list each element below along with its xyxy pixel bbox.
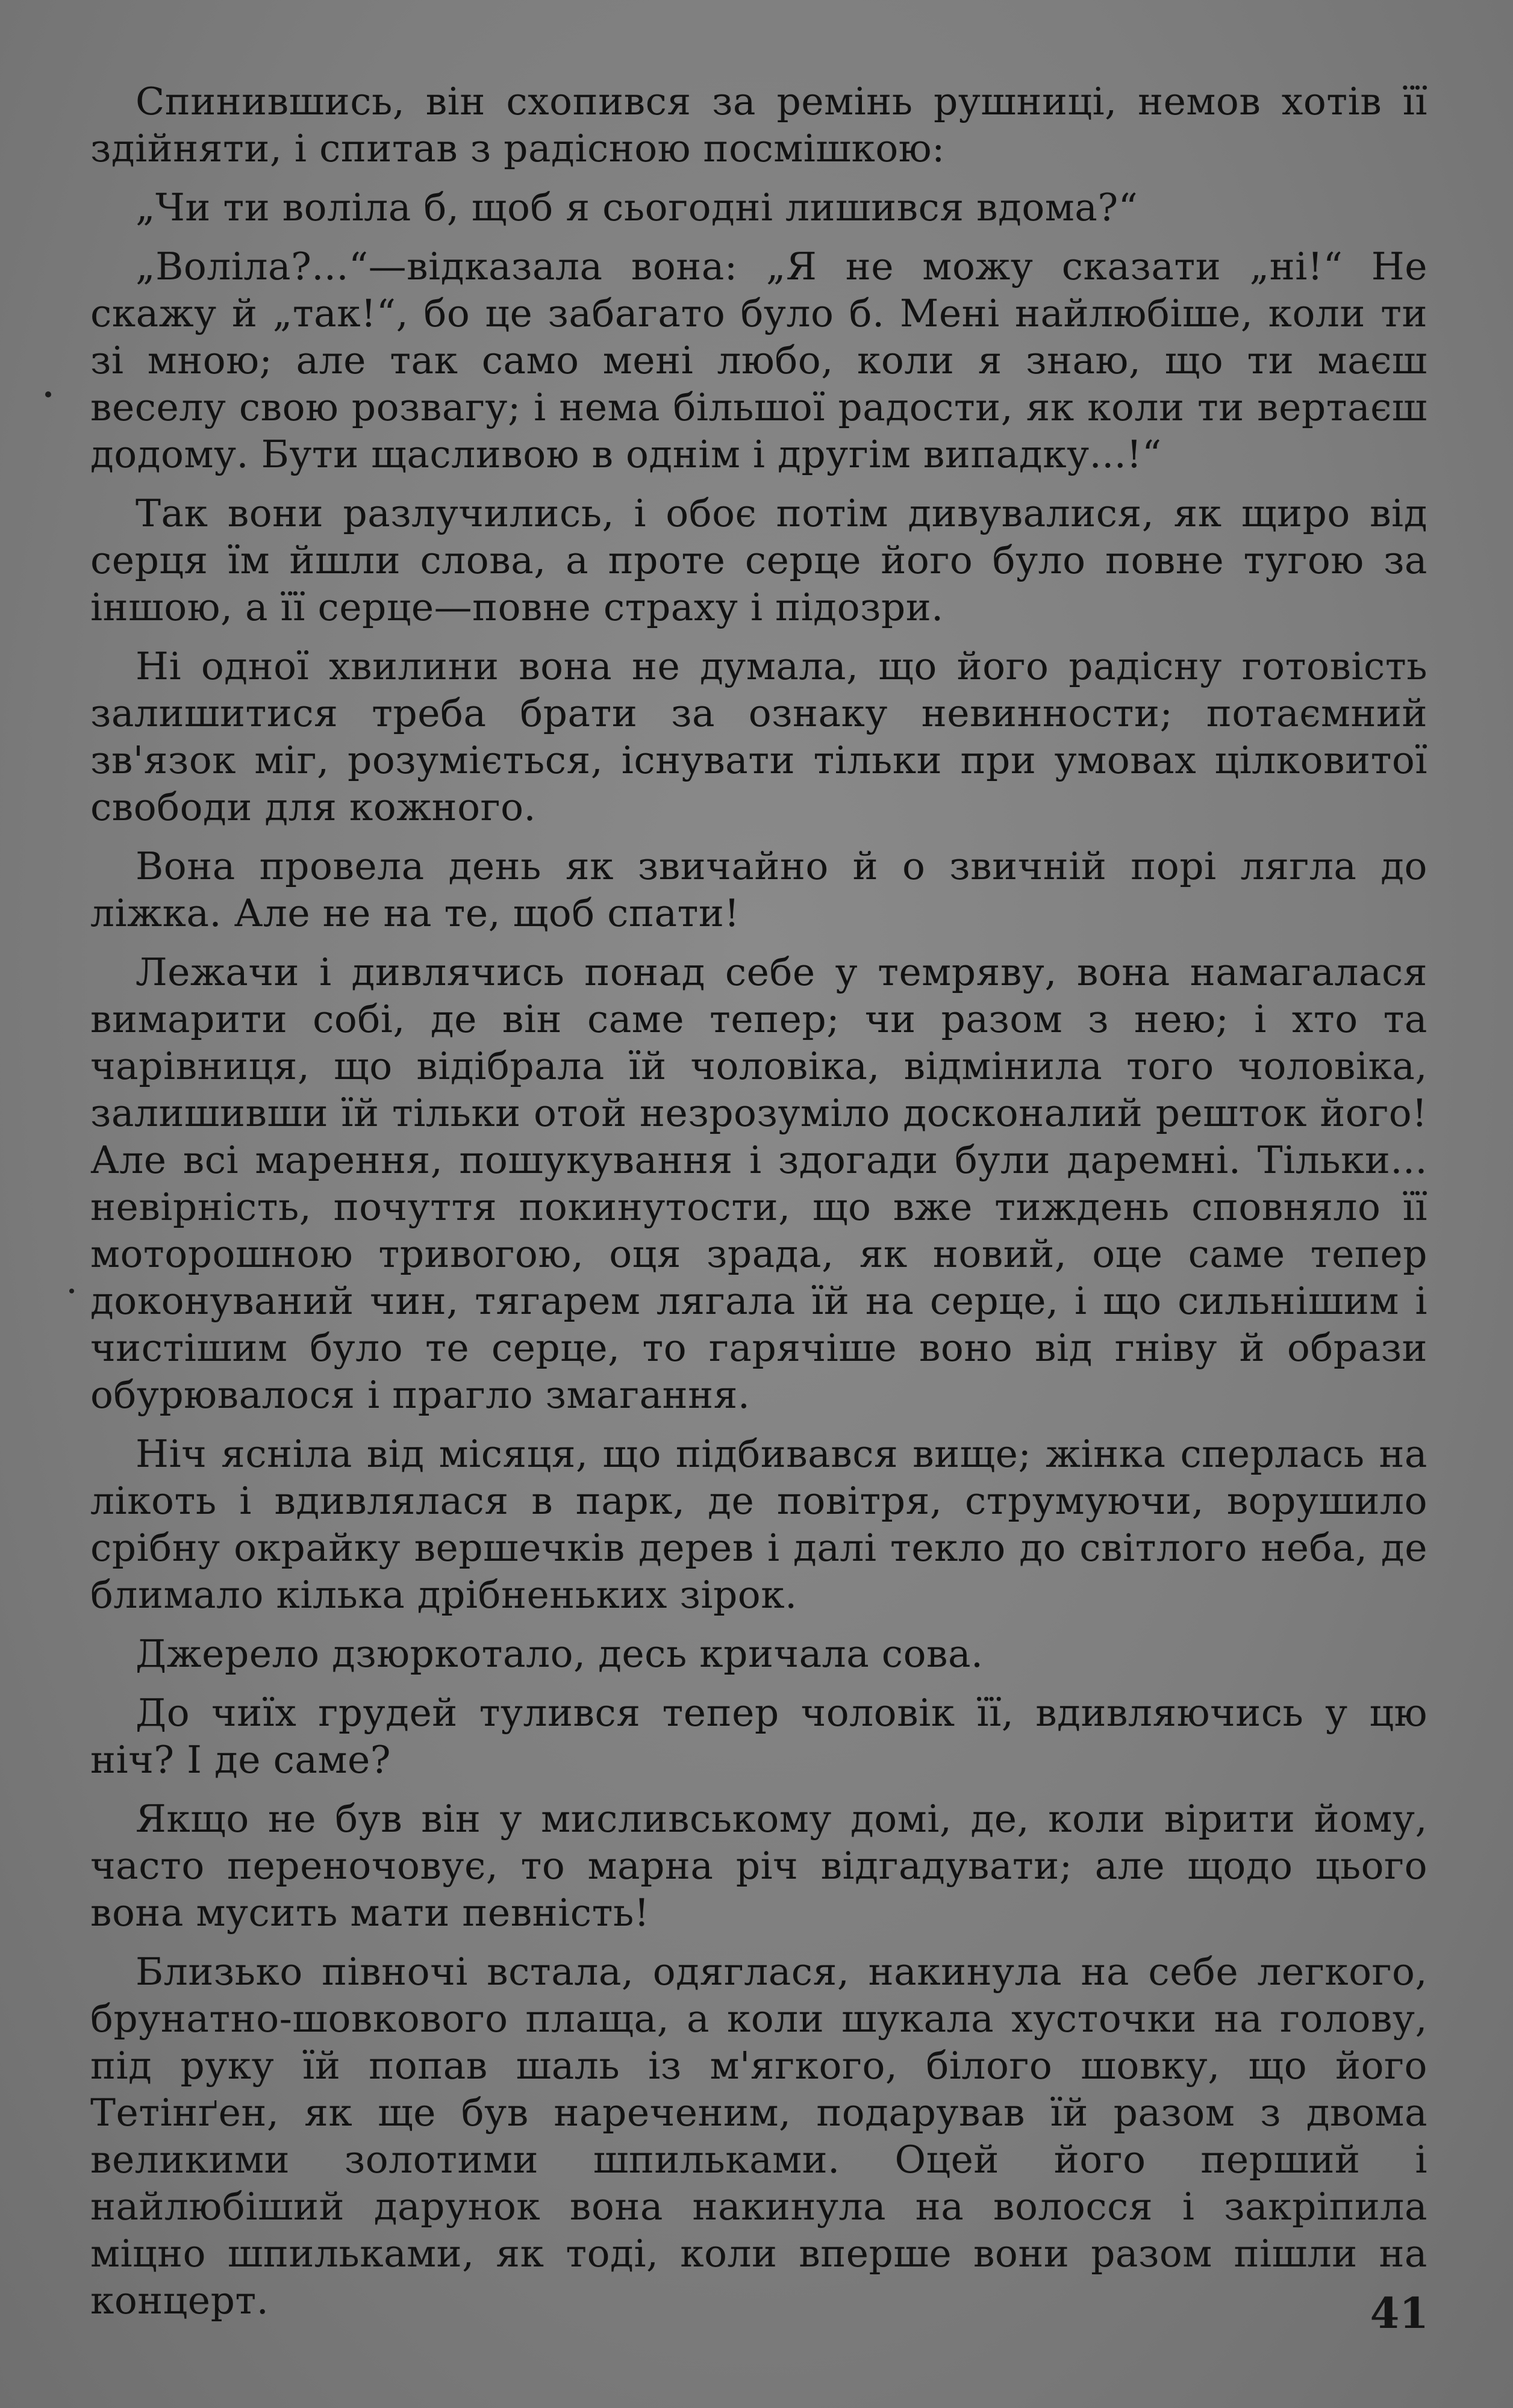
paragraph: Вона провела день як звичайно й о звичній порі лягла до ліжка. Але не на те, щоб спати! — [90, 844, 1427, 935]
ink-speck — [45, 391, 51, 397]
paragraph: Близько півночі встала, одяглася, накинула на себе легкого, брунатно-шовкового плаща, а коли шукала хусточки на голову, під руку їй попав шаль із м'ягкого, білого шовку, що його Тетінґен, як ще був нареченим, подарував їй разом з двома великими золотими шпильками. Оцей його перший і найлюбіший дарунок вона накинула на волосся і закріпила міцно шпильками, як тоді, коли вперше вони разом пішли на концерт. — [90, 1950, 1427, 2322]
paragraph: Ніч ясніла від місяця, що підбивався вище; жінка сперлась на лікоть і вдивлялася в парк, де повітря, струмуючи, ворушило срібну окрайку вершечків дерев і далі текло до світлого неба, де блимало кілька дрібненьких зірок. — [90, 1432, 1427, 1617]
page-number: 41 — [1370, 2288, 1429, 2338]
paragraph: Спинившись, він схопився за ремінь рушниці, немов хотів її здійняти, і спитав з радісною посмішкою: — [90, 79, 1427, 170]
paragraph: „Чи ти воліла б, щоб я сьогодні лишився вдома?“ — [136, 185, 1138, 229]
page-text — [90, 78, 1427, 2336]
ink-speck — [69, 1289, 74, 1293]
paragraph: „Воліла?...“—відказала вона: „Я не можу сказати „ні!“ Не скажу й „так!“, бо це забагато було б. Мені найлюбіше, коли ти зі мною; але так само мені любо, коли я знаю, що ти маєш веселу свою розвагу; і нема більшої радости, як коли ти вертаєш додому. Бути щасливою в однім і другім випадку...!“ — [90, 244, 1427, 476]
paragraph: Так вони разлучились, і обоє потім дивувалися, як щиро від серця їм йшли слова, а проте серце його було повне тугою за іншою, а її серце—повне страху і підозри. — [90, 491, 1427, 629]
paragraph: Лежачи і дивлячись понад себе у темряву, вона намагалася вимарити собі, де він саме тепер; чи разом з нею; і хто та чарівниця, що відібрала їй чоловіка, відмінила того чоловіка, залишивши їй тільки отой незрозуміло досконалий решток його! Але всі марення, пошукування і здогади були даремні. Тільки... невірність, почуття покинутости, що вже тиждень сповняло її моторошною тривогою, оця зрада, як новий, оце саме тепер доконуваний чин, тягарем лягала їй на серце, і що сильнішим і чистішим було те серце, то гарячіше воно від гніву й образи обурювалося і прагло змагання. — [90, 950, 1427, 1417]
paragraph: Ні одної хвилини вона не думала, що його радісну готовість залишитися треба брати за ознаку невинности; потаємний зв'язок міг, розуміється, існувати тільки при умовах цілковитої свободи для кожного. — [90, 644, 1427, 829]
paragraph: До чиїх грудей тулився тепер чоловік її, вдивляючись у цю ніч? І де саме? — [90, 1691, 1427, 1782]
paragraph: Якщо не був він у мисливському домі, де, коли вірити йому, часто переночовує, то марна річ відгадувати; але щодо цього вона мусить мати певність! — [90, 1797, 1427, 1935]
paragraph: Джерело дзюркотало, десь кричала сова. — [136, 1632, 984, 1676]
